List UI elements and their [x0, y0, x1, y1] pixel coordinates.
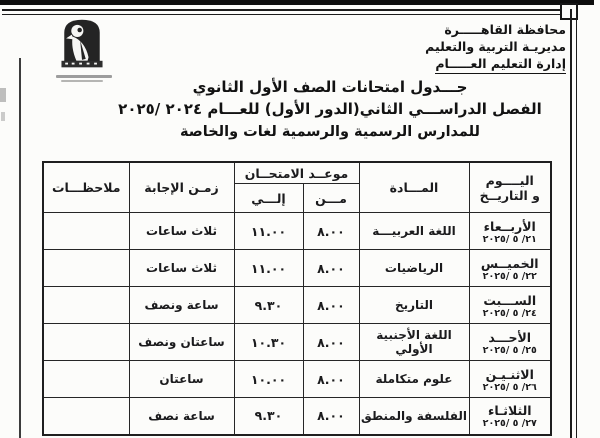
day-name: الثلاثـاء	[487, 403, 532, 419]
subject-cell: اللغة العربيـــة	[359, 213, 469, 250]
header-exam-time: موعــد الامتحــان	[234, 162, 359, 184]
schedule-row	[43, 250, 551, 287]
title-line-3: للمدارس الرسمية والرسمية لغات والخاصة	[179, 124, 481, 140]
from-cell: ٨.٠٠	[303, 250, 359, 287]
day-date: ٢٦/ ٥ /٢٠٢٥	[482, 381, 537, 393]
title-line-1: جـــدول امتحانات الصف الأول الثانوي	[192, 78, 468, 96]
to-cell: ١١.٠٠	[234, 250, 303, 287]
to-cell: ٩.٣٠	[234, 287, 303, 324]
subject-cell: التاريخ	[359, 287, 469, 324]
schedule-row	[43, 324, 551, 361]
page-frame-right-border	[570, 9, 577, 438]
notes-cell	[43, 398, 129, 435]
notes-cell	[43, 250, 129, 287]
from-cell: ٨.٠٠	[303, 398, 359, 435]
duration-cell: ساعة ونصف	[129, 287, 234, 324]
schedule-row	[43, 287, 551, 324]
duration-cell: ساعتان	[129, 361, 234, 398]
day-cell	[469, 398, 551, 435]
day-cell	[469, 361, 551, 398]
document-title	[60, 76, 600, 143]
day-name: الاثنـيـن	[485, 366, 534, 382]
notes-cell	[43, 361, 129, 398]
duration-cell: ثلاث ساعات	[129, 250, 234, 287]
notes-cell	[43, 324, 129, 361]
scan-edge-artifact-top	[0, 0, 594, 5]
from-cell: ٨.٠٠	[303, 324, 359, 361]
letterhead	[425, 21, 566, 74]
duration-cell: ثلاث ساعات	[129, 213, 234, 250]
header-day	[469, 162, 551, 213]
header-to: إلـــي	[234, 184, 303, 213]
day-cell	[469, 213, 551, 250]
day-name: الســـبت	[483, 292, 537, 308]
title-line-2: الفصل الدراســـي الثاني(الدور الأول) للعـــام ٢٠٢٤ /٢٠٢٥	[118, 100, 542, 118]
notes-cell	[43, 213, 129, 250]
day-date: ٢١/ ٥ /٢٠٢٥	[482, 233, 537, 245]
falcon-arch-emblem-icon	[56, 16, 108, 72]
day-name: الأحـــد	[488, 329, 532, 345]
header-duration: زمـن الإجابة	[129, 162, 234, 213]
page-frame-top-border	[2, 9, 572, 15]
day-name: الخميــس	[480, 255, 539, 271]
header-from: مـــن	[303, 184, 359, 213]
day-cell	[469, 324, 551, 361]
scan-edge-artifact-mark	[1, 112, 5, 121]
notes-cell	[43, 287, 129, 324]
letterhead-directorate: مديريـة التربية والتعليم	[425, 39, 566, 54]
page-frame-left-border	[19, 58, 21, 438]
header-subject: المـــادة	[359, 162, 469, 213]
from-cell: ٨.٠٠	[303, 213, 359, 250]
day-name: الأربــعاء	[483, 218, 536, 234]
day-date: ٢٥/ ٥ /٢٠٢٥	[482, 344, 537, 356]
duration-cell: ساعتان ونصف	[129, 324, 234, 361]
scan-edge-artifact-mark	[0, 88, 6, 102]
to-cell: ١٠.٠٠	[234, 361, 303, 398]
day-cell	[469, 250, 551, 287]
subject-cell: اللغة الأجنبية الأولي	[359, 324, 469, 361]
subject-cell: الفلسفة والمنطق	[359, 398, 469, 435]
header-day-line1: اليــــوم	[485, 172, 534, 188]
day-date: ٢٧/ ٥ /٢٠٢٥	[482, 418, 537, 430]
schedule-row	[43, 361, 551, 398]
header-notes: ملاحظـــات	[43, 162, 129, 213]
to-cell: ١٠.٣٠	[234, 324, 303, 361]
letterhead-administration: إدارة التعليم العـــــام	[435, 55, 566, 74]
to-cell: ١١.٠٠	[234, 213, 303, 250]
from-cell: ٨.٠٠	[303, 287, 359, 324]
schedule-row	[43, 213, 551, 250]
day-date: ٢٤/ ٥ /٢٠٢٥	[482, 307, 537, 319]
subject-cell: علوم متكاملة	[359, 361, 469, 398]
exam-schedule-table	[42, 161, 552, 436]
header-day-line2: و التاريــخ	[479, 187, 540, 203]
duration-cell: ساعة نصف	[129, 398, 234, 435]
subject-cell: الرياضيات	[359, 250, 469, 287]
day-date: ٢٢/ ٥ /٢٠٢٥	[482, 270, 537, 282]
to-cell: ٩.٣٠	[234, 398, 303, 435]
schedule-row	[43, 398, 551, 435]
from-cell: ٨.٠٠	[303, 361, 359, 398]
education-directorate-logo	[56, 16, 108, 82]
day-cell	[469, 287, 551, 324]
letterhead-governorate: محافظة القاهـــــرة	[444, 22, 566, 37]
